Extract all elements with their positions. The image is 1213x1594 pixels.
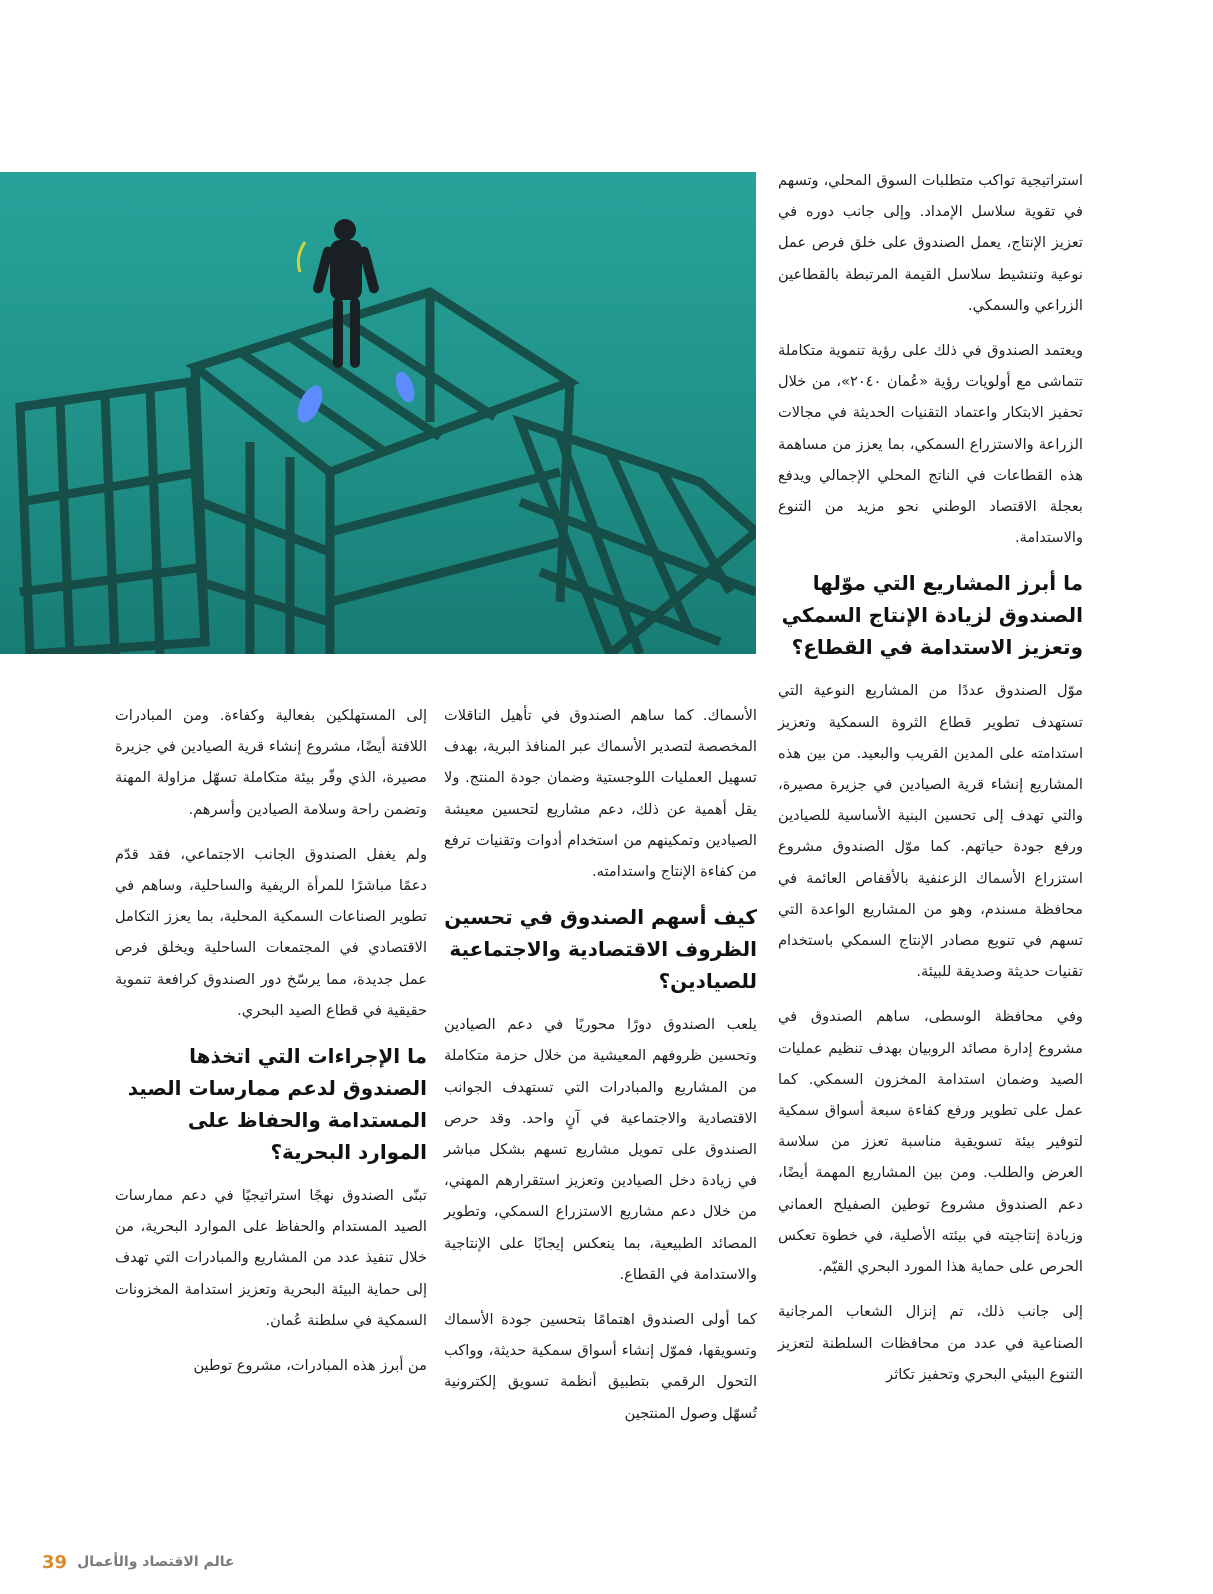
article-column-left <box>115 700 427 1395</box>
paragraph: من أبرز هذه المبادرات، مشروع توطين <box>193 1357 427 1375</box>
page-number: 39 <box>42 1551 68 1573</box>
article-column-middle <box>444 700 757 1443</box>
underwater-photo <box>0 172 756 654</box>
section-heading: كيف أسهم الصندوق في تحسين الظروف الاقتصادية والاجتماعية للصيادين؟ <box>444 905 757 994</box>
magazine-name: عالم الاقتصاد والأعمال <box>77 1554 235 1570</box>
page-footer <box>42 1550 235 1574</box>
paragraph: ولم يغفل الصندوق الجانب الاجتماعي، فقد قدّم دعمًا مباشرًا للمرأة الريفية والساحلية، وساهم في تطوير الصناعات السمكية المحلية، بما يعزز التكامل الاقتصادي في المجتمعات الساحلية ويخلق فرص عمل جديدة، مما يرسّخ دور الصندوق كرافعة تنموية حقيقية في قطاع الصيد البحري. <box>115 845 427 1019</box>
paragraph: استراتيجية تواكب متطلبات السوق المحلي، وتسهم في تقوية سلاسل الإمداد. وإلى جانب دوره في تعزيز الإنتاج، يعمل الصندوق على خلق فرص عمل نوعية وتنشيط سلاسل القيمة المرتبطة بالقطاعين الزراعي والسمكي. <box>778 172 1083 314</box>
paragraph: إلى جانب ذلك، تم إنزال الشعاب المرجانية الصناعية في عدد من محافظات السلطنة لتعزيز التنوع البيئي البحري وتحفيز تكاثر <box>778 1303 1083 1383</box>
section-heading: ما الإجراءات التي اتخذها الصندوق لدعم ممارسات الصيد المستدامة والحفاظ على الموارد البحرية؟ <box>127 1044 427 1165</box>
paragraph: كما أولى الصندوق اهتمامًا بتحسين جودة الأسماك وتسويقها، فموّل إنشاء أسواق سمكية حديثة، وواكب التحول الرقمي بتطبيق أنظمة تسويق إلكترونية تُسهّل وصول المنتجين <box>444 1311 757 1422</box>
paragraph: وفي محافظة الوسطى، ساهم الصندوق في مشروع إدارة مصائد الروبيان بهدف تنظيم عمليات الصيد وضمان استدامة المخزون السمكي. كما عمل على تطوير ورفع كفاءة سبعة أسواق سمكية لتوفير بيئة تسويقية مناسبة تعزز من سلاسة العرض والطلب. ومن بين المشاريع المهمة أيضًا، دعم الصندوق مشروع توطين الصفيلح العماني وزيادة إنتاجيته في بيئته الأصلية، في خطوة تعكس الحرص على حماية هذا المورد البحري القيّم. <box>778 1008 1083 1276</box>
section-heading: ما أبرز المشاريع التي موّلها الصندوق لزيادة الإنتاج السمكي وتعزيز الاستدامة في القطاع؟ <box>781 571 1083 660</box>
paragraph: موّل الصندوق عددًا من المشاريع النوعية التي تستهدف تطوير قطاع الثروة السمكية وتعزيز استدامته على المدين القريب والبعيد. من بين هذه المشاريع إنشاء قرية الصيادين في جزيرة مصيرة، والتي تهدف إلى تحسين البنية الأساسية للصيادين ورفع جودة حياتهم. كما موّل الصندوق مشروع استزراع الأسماك الزعنفية بالأقفاص العائمة في محافظة مسندم، وهو من المشاريع الواعدة التي تسهم في تنويع مصادر الإنتاج السمكي باستخدام تقنيات حديثة وصديقة للبيئة. <box>778 682 1083 981</box>
paragraph: ويعتمد الصندوق في ذلك على رؤية تنموية متكاملة تتماشى مع أولويات رؤية «عُمان ٢٠٤٠»، من خلال تحفيز الابتكار واعتماد التقنيات الحديثة في مجالات الزراعة والاستزراع السمكي، بما يعزز من مساهمة هذه القطاعات في الناتج المحلي الإجمالي ويدفع بعجلة الاقتصاد الوطني نحو مزيد من التنوع والاستدامة. <box>778 342 1083 547</box>
paragraph: إلى المستهلكين بفعالية وكفاءة. ومن المبادرات اللافتة أيضًا، مشروع إنشاء قرية الصيادين في جزيرة مصيرة، الذي وفّر بيئة متكاملة تسهّل مزاولة المهنة وتضمن راحة وسلامة الصيادين وأسرهم. <box>115 707 427 818</box>
paragraph: يلعب الصندوق دورًا محوريًا في دعم الصيادين وتحسين ظروفهم المعيشية من خلال حزمة متكاملة من المشاريع والمبادرات التي تستهدف الجوانب الاقتصادية والاجتماعية في آنٍ واحد. وقد حرص الصندوق على تمويل مشاريع تسهم بشكل مباشر في زيادة دخل الصيادين وتعزيز استقرارهم المهني، من خلال دعم مشاريع الاستزراع السمكي، وتطوير المصائد الطبيعية، بما ينعكس إيجابًا على الإنتاجية والاستدامة في القطاع. <box>444 1016 757 1283</box>
diver-reef-illustration <box>0 172 756 654</box>
article-column-right <box>778 165 1083 1404</box>
paragraph: الأسماك. كما ساهم الصندوق في تأهيل الناقلات المخصصة لتصدير الأسماك عبر المنافذ البرية، بهدف تسهيل العمليات اللوجستية وضمان جودة المنتج. ولا يقل أهمية عن ذلك، دعم مشاريع لتحسين معيشة الصيادين وتمكينهم من استخدام أدوات وتقنيات ترفع من كفاءة الإنتاج واستدامته. <box>444 707 757 881</box>
paragraph: تبنّى الصندوق نهجًا استراتيجيًا في دعم ممارسات الصيد المستدام والحفاظ على الموارد البحرية، من خلال تنفيذ عدد من المشاريع والمبادرات التي تهدف إلى حماية البيئة البحرية وتعزيز استدامة المخزونات السمكية في سلطنة عُمان. <box>115 1187 427 1329</box>
